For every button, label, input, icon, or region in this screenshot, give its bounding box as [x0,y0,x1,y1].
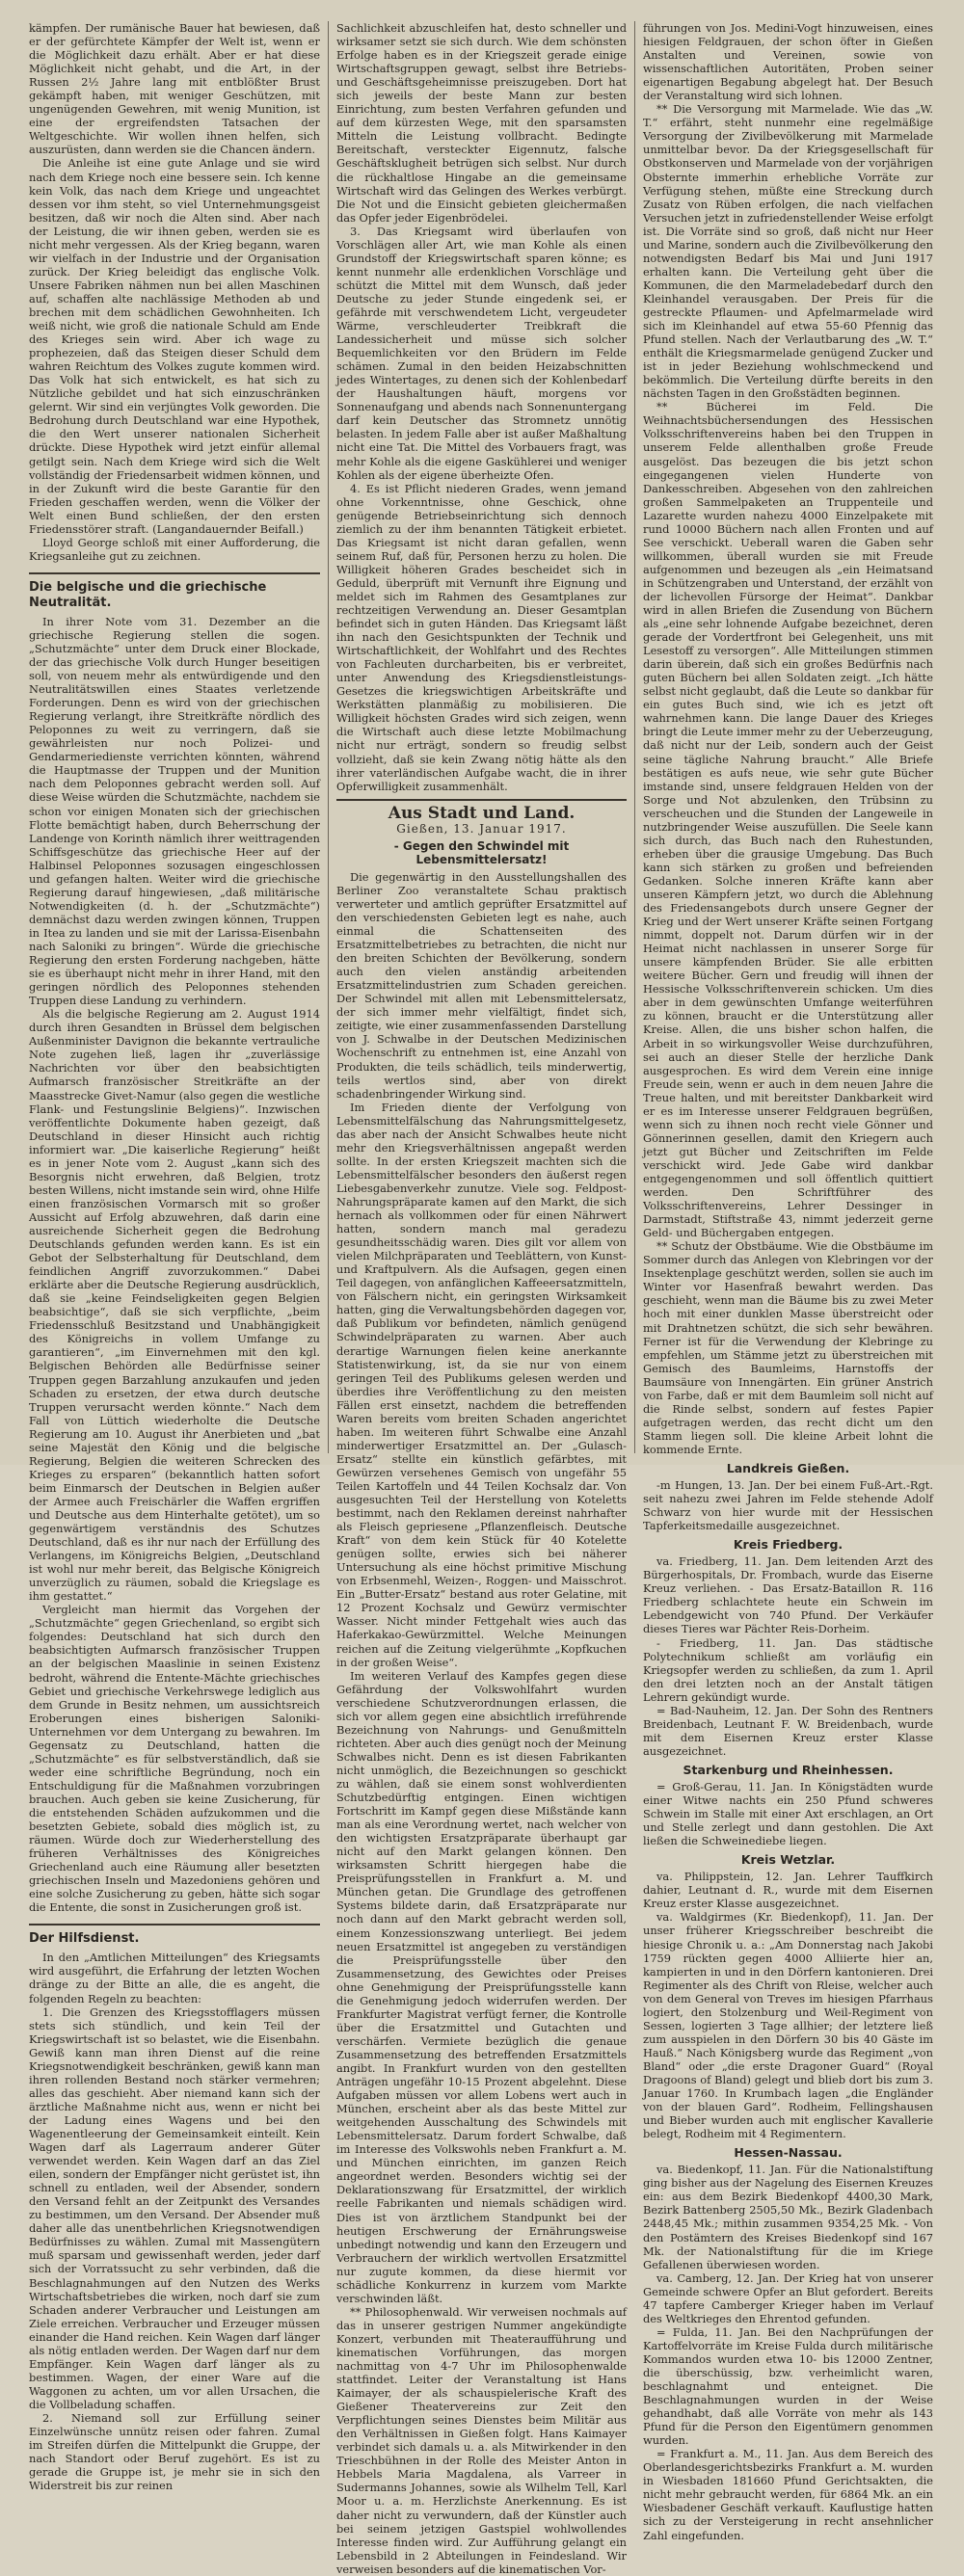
paragraph: 3. Das Kriegsamt wird überlaufen von Vorschlägen aller Art, wie man Kohle als einen Grundstoff der Kriegswirtschaft sparen könne; es kennt nunmehr alle erdenklichen Vorschläge und schützt die Mittel mit dem Wunsch, daß jeder Deutsche zu jeder Stunde eingedenk sei, er gefährde mit verschwendetem Licht, vergeudeter Wärme, verschleuderter Treibkraft die Landessicherheit und müsse sich solcher Bequemlichkeiten vor den Brüdern im Felde schämen. Zumal in den beiden Heizabschnitten jedes Wintertages, zu denen sich der Kohlenbedarf der Haushaltungen häuft, morgens vor Sonnenaufgang und abends nach Sonnenuntergang darf kein Deutscher das Stromnetz unnötig belasten. In jedem Falle aber ist außer Maßhaltung nicht eine Tat. Die Mittel des Vorbauers fragt, was mehr Kohle als die eigene Gaskühlerei und weniger Kohlen als der eigene überheizte Ofen. [336,224,627,482]
section-title-kreis-friedberg: Kreis Friedberg. [733,1537,844,1553]
section-title-hessen-nassau: Hessen-Nassau. [734,2145,843,2161]
paragraph: Die Anleihe ist eine gute Anlage und sie wird nach dem Kriege noch eine bessere sein. Ich kenne kein Volk, das nach dem Kriege und ungeachtet dessen vor ihm steht, so viel Unternehmungsgeist besitzen, daß wir noch die Alten sind. Aber nach der Leistung, die wir ihnen geben, werden sie es nicht mehr vergessen. Als der Krieg begann, waren wir vielfach in der Industrie und der Organisation zurück. Der Krieg beleidigt das englische Volk. Unsere Fabriken nähmen nun bei allen Maschinen auf, schaffen alte nachlässige Methoden ab und brechen mit dem schädlichen Gewohnheiten. Ich weiß nicht, wie groß die nationale Schuld am Ende des Krieges sein wird. Aber ich wage zu prophezeien, daß das Steigen dieser Schuld dem wahren Reichtum des Volkes zugute kommen wird. Das Volk hat sich entwickelt, es hat sich zu Nützliche gebildet und hat sich einzuschränken gelernt. Wir sind ein verjüngtes Volk geworden. Die Bedrohung durch Deutschland war eine Hypothek, die den Wert unserer nationalen Sicherheit drückte. Diese Hypothek wird jetzt einfür allemal getilgt sein. Nach dem Kriege wird sich die Welt vollständig der Friedensarbeit widmen können, und in der Zukunft wird die beste Garantie für den Frieden geschaffen werden, wenn die Völker der Welt einen Bund schließen, der den ersten Friedensstörer straft. (Langandauernder Beifall.) [29,156,320,536]
column-right [634,21,941,2542]
paragraph: 4. Es ist Pflicht niederen Grades, wenn jemand ohne Vorkenntnisse, ohne Geschick, ohne genügende Betriebseinrichtung sich dennoch ziemlich zu der ihm benannten Tätigkeit erbietet. Das Kriegsamt ist nicht daran gefallen, wenn seinem Ruf, daß für, Personen herzu zu holen. Die Willigkeit höheren Grades bescheidet sich in Geduld, überprüft mit Vernunft ihre Eignung und meldet sich im Rahmen des Gesamtplanes zur rechtzeitigen Verwendung an. Dieser Gesamtplan befindet sich in guten Händen. Das Kriegsamt läßt ihn nach den Gesichtspunkten der Technik und Wirtschaftlichkeit, der Wohlfahrt und des Rechtes von Fachleuten durcharbeiten, bis er verbreitet, unter Anwendung des Kriegsdienstleistungs-Gesetzes die kriegswichtigen Arbeitskräfte und Werkstätten planmäßig zu mobilisieren. Die Willigkeit höchsten Grades wird sich zeigen, wenn die Wirtschaft auch diese letzte Mobilmachung nicht nur erträgt, sondern so freudig selbst vollzieht, daß sie kein Zwang nötig hätte als den ihrer vaterländischen Aufgabe wacht, die in ihrer Opferwilligkeit zusammenhält. [336,481,627,793]
dateline: Gießen, 13. Januar 1917. [396,821,567,836]
paragraph: In ihrer Note vom 31. Dezember an die griechische Regierung stellen die sogen. „Schutzmächte“ unter dem Druck einer Blockade, der das griechische Volk durch Hunger beseitigen soll, von neuem mehr als entwürdigende und den Neutralitätswillen eines Staates verletzende Forderungen. Denn es wird von der griechischen Regierung verlangt, ihre Streitkräfte nördlich des Peloponnes zu weit zu verringern, daß sie gewährleisten nur noch Polizei- und Gendarmeriedienste verrichten könnten, während die Hauptmasse der Truppen und der Munition nach dem Peloponnes gebracht werden soll. Auf diese Weise würden die Schutzmächte, nachdem sie schon vor einigen Monaten sich der griechischen Flotte bemächtigt haben, durch Beherrschung der Landenge von Korinth nämlich ihrer weittragenden Schiffsgeschütze das griechische Heer auf der Halbinsel Peloponnes sozusagen eingeschlossen und gefangen halten. Weiter wird die griechische Regierung darauf hingewiesen, „daß militärische Notwendigkeiten (d. h. der „Schutzmächte“) demnächst dazu werden zwingen können, Truppen in Itea zu landen und sie mit der Larissa-Eisenbahn nach Saloniki zu bringen“. Würde die griechische Regierung den ersten Forderung nachgeben, hätte sie es überhaupt nicht mehr in ihrer Hand, mit den geringen nördlich des Peloponnes stehenden Truppen diese Landung zu verhindern. [29,614,320,1008]
article-title-ersatz: - Gegen den Schwindel mit Lebensmittelersatz! [393,838,570,866]
paragraph: kämpfen. Der rumänische Bauer hat bewiesen, daß er der gefürchtete Kämpfer der Welt ist, wenn er die Möglichkeit dazu erhält. Aber er hat diese Möglichkeit nicht gehabt, und die Art, in der Russen 2½ Jahre lang mit entblößter Brust gekämpft haben, mit weniger Geschützen, mit ungenügenden Gewehren, mit wenig Munition, ist eine der ergreifendsten Tatsachen der Weltgeschichte. Wir wollen ihnen helfen, sich auszurüsten, dann werden sie die Chancen ändern. [29,21,320,157]
section-title-local-news: Aus Stadt und Land. [336,799,627,820]
paragraph: Im Frieden diente der Verfolgung von Lebensmittelfälschung das Nahrungsmittelgesetz, das aber nach der Ansicht Schwalbes heute nicht mehr den Kriegsverhältnissen angepaßt werden sollte. In der ersten Kriegszeit machten sich die Lebensmittelfälscher besonders den äußerst regen Liebesgabenverkehr zunutze. Viele sog. Feldpost-Nahrungspräparate kamen auf den Markt, die sich hernach als vollkommen oder für einen Nährwert hatten, sondern manch mal geradezu gesundheitsschädig waren. Dies gilt vor allem von vielen Milchpräparaten und Teeblättern, von Kunst- und Kraftpulvern. Als die Aufsagen, gegen einen Teil dagegen, von anfänglichen Kaffeeersatzmitteln, von Fälschern nicht, ein geringsten Wirksamkeit hatten, ging die Verwaltungsbehörden dagegen vor, daß Publikum vor befindeten, nämlich genügend Schwindelpräparaten zu warnen. Aber auch derartige Warnungen fielen keine anerkannte Statistenwirkung, ist, da sie nur von einem geringen Teil des Publikums gelesen werden und überdies ihre Veröffentlichung zu den meisten Fällen erst einsetzt, nachdem die betreffenden Waren bereits vom breiten Schaden angerichtet haben. Im weiteren führt Schwalbe eine Anzahl minderwertiger Ersatzmittel an. Der „Gulasch-Ersatz“ stellte ein künstlich gefärbtes, mit Gewürzen versehenes Gemisch von ungefähr 55 Teilen Kartoffeln und 44 Teilen Kochsalz dar. Von ausgesuchten Teil der Herstellung von Koteletts bestimmt, nach den Reklamen dereinst nahrhafter als Fleisch gepriesene „Pflanzenfleisch. Deutsche Kraft“ von dem kein Stück für 40 Kotelette genügen sollte, erwies sich bei näherer Untersuchung als eine höchst primitive Mischung von Erbsenmehl, Weizen-, Roggen- und Maisschrot. Ein „Butter-Ersatz“ bestand aus roter Gelatine, mit 12 Prozent Kochsalz und Gewürz vermischter Wasser. Nicht minder Fettgehalt wies auch das Haferkakao-Gewürzmittel. Welche Meinungen reichen auf die Zeitung vielgerühmte „Kopfkuchen in der großen Weise“. [336,1100,628,1669]
column-left [21,21,328,2493]
paragraph: ** Philosophenwald. Wir verweisen nochmals auf das in unserer gestrigen Nummer angekündigte Konzert, verbunden mit Theateraufführung und kinematischen Vorführungen, das morgen nachmittag von 4-7 Uhr im Philosophenwalde stattfindet. Leiter der Veranstaltung ist Hans Kaimayer, der als schauspielerische Kraft des Gießener Theatervereins zur Zeit den Verpflichtungen seines Dienstes beim Militär aus den Verhältnissen in Gießen folgt. Hans Kaimayer verbindet sich damals u. a. als Mitwirkender in den Trieschbühnen in der Rolle des Meister Anton in Hebbels Maria Magdalena, als Varreer in Sudermanns Johannes, sowie als Wilhelm Tell, Karl Moor u. a. m. Herzlichste Anerkennung. Es ist daher nicht zu verwundern, daß der Künstler auch bei seinem jetzigen Gastspiel wohlwollendes Interesse finden wird. Zur Aufführung gelangt ein Lebensbild in 2 Abteilungen in Feindesland. Wir verweisen besonders auf die kinematischen Vor- [336,2304,627,2576]
paragraph: Sachlichkeit abzuschleifen hat, desto schneller und wirksamer setzt sie sich durch. Wie dem schönsten Erfolge haben es in der Kriegszeit gerade einige Wirtschaftsgruppen gewagt, selbst ihre Betriebs- und Geschäftsgeheimnisse preiszugeben. Dort hat sich jeweils der beste Mann zur besten Einrichtung, zum besten Verfahren gefunden und auf dem kürzesten Wege, mit den sparsamsten Mitteln die Leistung vollbracht. Bedingte Bereitschaft, versteckter Eigennutz, falsche Geschäftsklugheit betrügen sich selbst. Nur durch die rückhaltlose Hingabe an die gemeinsame Wirtschaft wird das Gelingen des Werkes verbürgt. Die Not und die Einsicht gebieten gleichermaßen das Opfer jeder Eigenbrödelei. [336,21,627,225]
paragraph: 2. Niemand soll zur Erfüllung seiner Einzelwünsche unnütz reisen oder fahren. Zumal im Streifen dürfen die Mittelpunkt die Gruppe, der nach Standort oder Beruf zugehört. Es ist zu gerade die Gruppe ist, je mehr sie in sich den Widerstreit bis zur reinen [29,2410,320,2493]
paragraph: va. Philippstein, 12. Jan. Lehrer Tauffkirch dahier, Leutnant d. R., wurde mit dem Eisernen Kreuz erster Klasse ausgezeichnet. [643,1870,933,1911]
paragraph: führungen von Jos. Medini-Vogt hinzuweisen, eines hiesigen Feldgrauen, der schon öfter in Gießen Anstalten und Vereinen, sowie von wissenschaftlichen Autoritäten, Proben seiner eigenartigen Begabung abgelegt hat. Der Besuch der Veranstaltung wird sich lohnen. [643,21,933,103]
paragraph: -m Hungen, 13. Jan. Der bei einem Fuß-Art.-Rgt. seit nahezu zwei Jahren im Felde stehende Adolf Schwarz von hier wurde mit der Hessischen Tapferkeitsmedaille ausgezeichnet. [643,1478,933,1533]
paragraph: ** Die Versorgung mit Marmelade. Wie das „W. T.“ erfährt, steht nunmehr eine regelmäßige Versorgung der Zivilbevölkerung mit Marmelade unmittelbar bevor. Da der Kriegsgesellschaft für Obstkonserven und Marmelade von der vorjährigen Obsternte immerhin erhebliche Vorräte zur Verfügung stehen, müßte eine Streckung durch Zusatz von Rüben erfolgen, die nach vielfachen Versuchen jetzt in zufriedenstellender Weise erfolgt ist. Die Vorräte sind so groß, daß nicht nur Heer und Marine, sondern auch die Zivilbevölkerung den notwendigsten Bedarf bis Mai und Juni 1917 erhalten kann. Die Verteilung geht über die Kommunen, die den Marmeladebedarf durch den Kleinhandel verausgaben. Der Preis für die gestreckte Pflaumen- und Apfelmarmelade wird sich im Kleinhandel auf etwa 55-60 Pfennig das Pfund stellen. Nach der Verlautbarung des „W. T.“ enthält die Kriegsmarmelade genügend Zucker und ist in jeder Beziehung wohlschmeckend und bekömmlich. Die Verteilung dürfte bereits in den nächsten Tagen in den Großstädten beginnen. [643,102,933,401]
paragraph: Als die belgische Regierung am 2. August 1914 durch ihren Gesandten in Brüssel dem belgischen Außenminister Davignon die bekannte vertrauliche Note zugehen ließ, lagen ihr „zuverlässige Nachrichten vor über den beabsichtigten Aufmarsch französischer Streitkräfte an der Maasstrecke Givet-Namur (also gegen die westliche Flank- und Festungslinie Belgiens)“. Inzwischen veröffentlichte Dokumente haben gezeigt, daß Deutschland in dieser Hinsicht auch richtig informiert war. „Die kaiserliche Regierung“ heißt es in jener Note vom 2. August „kann sich des Besorgnis nicht erwehren, daß Belgien, trotz besten Willens, nicht imstande sein wird, ohne Hilfe einen französischen Vormarsch mit so großer Aussicht auf Erfolg abzuwehren, daß darin eine ausreichende Sicherheit gegen die Bedrohung Deutschlands gefunden werden kann. Es ist ein Gebot der Selbsterhaltung für Deutschland, dem feindlichen Angriff zuvorzukommen.“ Dabei erklärte aber die Deutsche Regierung ausdrücklich, daß sie „keine Feindseligkeiten gegen Belgien beabsichtige“, daß sie sich verpflichte, „beim Friedensschluß Besitzstand und Unabhängigkeit des Königreichs in vollem Umfange zu garantieren“, „im Einvernehmen mit den kgl. Belgischen Behörden alle Bedürfnisse seiner Truppen gegen Barzahlung anzukaufen und jeden Schaden zu ersetzen, der etwa durch deutsche Truppen verursacht werden könnte.“ Nach dem Fall von Lüttich wiederholte die Deutsche Regierung am 10. August ihr Anerbieten und „bat seine Majestät den König und die belgische Regierung, Belgien die weiteren Schrecken des Krieges zu ersparen“ (bekanntlich hatten sofort beim Einmarsch der Deutschen in Belgien außer der Armee auch Freischärler die Waffen ergriffen und Deutsche aus dem Hinterhalte getötet), um so gegenwärtigem verständnis des Schutzes Deutschland, daß es ihr nur nach der Erfüllung des Verlangens, im Königreichs Belgien, „Deutschland ist wohl nur mehr bereit, das Belgische Königreich unverzüglich zu räumen, sobald die Kriegslage es ihm gestattet.“ [29,1007,320,1604]
paragraph: Im weiteren Verlauf des Kampfes gegen diese Gefährdung der Volkswohlfahrt wurden verschiedene Schutzverordnungen erlassen, die sich vor allem gegen eine absichtlich irreführende Bezeichnung von Nahrungs- und Genußmitteln richteten. Aber auch dies genügt noch der Meinung Schwalbes nicht. Denn es ist diesen Fabrikanten nicht unmöglich, die Bezeichnungen so geschickt zu wählen, daß sie einem sonst wohlverdienten Schutzbedürftig entgingen. Einen wichtigen Fortschritt im Kampf gegen diese Mißstände kann man als eine Verordnung wertet, nach welcher von den wichtigsten Ersatzpräparate überhaupt gar nicht auf den Markt gelangen können. Den wirksamsten Schritt hiergegen habe die Preisprüfungsstellen in Frankfurt a. M. und München getan. Die Grundlage des getroffenen Systems bildete darin, daß Ersatzpräparate nur noch dann auf den Markt gebracht werden soll, einem Konzessionszwang unterliegt. Bei jedem neuen Ersatzmittel ist angegeben zu verständigen die Preisprüfungsstelle über den Zusammensetzung, des Gewichtes oder Preises ohne Genehmigung der Preisprüfungsstelle kann die Genehmigung jedoch widerrufen werden. Der Frankfurter Magistrat verfügt ferner, die Kontrolle über die Ersatzmittel und Gutachten und verschärfen. Vermiete bezüglich die genaue Zusammensetzung des betreffenden Ersatzmittels angibt. In Frankfurt wurden von den gestellten Anträgen ungefähr 10-15 Prozent abgelehnt. Diese Aufgaben müssen vor allem Lobens wert auch in München, erscheint aber als das beste Mittel zur weitgehenden Ausschaltung des Schwindels mit Lebensmittelersatz. Darum fordert Schwalbe, daß im Interesse des Volkswohls neben Frankfurt a. M. und München einrichten, im ganzen Reich angeordnet werden. Besonders wichtig sei der Deklarationszwang für Ersatzmittel, der wirklich reelle Fabrikanten und niemals schädigen wird. Dies ist von ärztlichem Standpunkt bei der heutigen Erschwerung der Ernährungsweise unbedingt notwendig und kann den Erzeugern und Verbrauchern der wirklich wertvollen Ersatzmittel nur zugute kommen, da diese hiermit vor schädliche Konkurrenz in kurzem vom Markte verschwinden läßt. [336,1668,627,2305]
paragraph: va. Camberg, 12. Jan. Der Krieg hat von unserer Gemeinde schwere Opfer an Blut gefordert. Bereits 47 tapfere Camberger Krieger haben im Verlauf des Weltkrieges den Ehrentod gefunden. [643,2271,933,2325]
section-title-kreis-wetzlar: Kreis Wetzlar. [740,1852,836,1868]
paragraph: Lloyd George schloß mit einer Aufforderung, die Kriegsanleihe gut zu zeichnen. [29,535,320,563]
paragraph: = Groß-Gerau, 11. Jan. In Königstädten wurde einer Witwe nachts ein 250 Pfund schweres Schwein im Stalle mit einer Axt erschlagen, an Ort und Stelle zerlegt und dann gestohlen. Die Axt ließen die Schweinediebe liegen. [643,1780,933,1848]
paragraph: ** Schutz der Obstbäume. Wie die Obstbäume im Sommer durch das Anlegen von Klebringen vor der Insektenplage geschützt werden, sollen sie auch im Winter vor Hasenfraß bewahrt werden. Das geschieht, wenn man die Bäume bis zu zwei Meter hoch mit einer dunklen Masse überstreicht oder mit Drahtnetzen schützt, die sich sehr bewähren. Ferner ist für die Verwendung der Klebringe zu empfehlen, um Stämme jetzt zu überstreichen mit Gemisch des Baumleims, Harnstoffs der Baumsäure von Innengärten. Ein grüner Anstrich von Farbe, daß er mit dem Baumleim soll nicht auf die Rinde selbst, sondern auf festes Papier aufgetragen werden, das recht dicht um den Stamm liegen soll. Die kleine Arbeit lohnt die kommende Ernte. [643,1239,933,1456]
paragraph: va. Friedberg, 11. Jan. Dem leitenden Arzt des Bürgerhospitals, Dr. Frombach, wurde das Eiserne Kreuz verliehen. - Das Ersatz-Bataillon R. 116 Friedberg schlachtete heute ein Schwein im Lebendgewicht von 740 Pfund. Der Verkäufer dieses Tieres war Pächter Reis-Dorheim. [643,1554,933,1636]
paragraph: va. Waldgirmes (Kr. Biedenkopf), 11. Jan. Der unser früherer Kriegsschreiber beschreibt die hiesige Chronik u. a.: „Am Donnerstag nach Jakobi 1759 rückten gegen 4000 Alliierte hier an, kampierten in und in den Dörfern kantonieren. Drei Regimenter als des Chrift von Rleise, welcher auch von dem General von Treves im hiesigen Pfarrhaus logiert, den Stolzenburg und Weil-Regiment von Sessen, logierten 3 Tage allhier; der letztere ließ zum ausspielen in den Dörfern 30 bis 40 Gäste im Hauß.“ Nach Königsberg wurde das Regiment „von Bland“ oder „die erste Dragoner Guard“ (Royal Dragoons of Bland) gelegt und blieb dort bis zum 3. Januar 1760. In Krumbach lagen „die Engländer von der blauen Gard“. Rodheim, Fellingshausen und Bieber wurden auch mit englischer Kavallerie belegt, Rodheim mit 4 Regimentern. [643,1910,933,2141]
paragraph: In den „Amtlichen Mitteilungen“ des Kriegsamts wird ausgeführt, die Erfahrung der letzten Wochen dränge zu der Bitte an alle, die es angeht, die folgenden Regeln zu beachten: [29,1951,320,2005]
paragraph: Die gegenwärtig in den Ausstellungshallen des Berliner Zoo veranstaltete Schau praktisch verwerteter und amtlich geprüfter Ersatzmittel auf den verschiedensten Gebieten legt es nahe, auch einmal die Schattenseiten des Ersatzmittelbetriebes zu betrachten, die nicht nur den breiten Schichten der Bevölkerung, sondern auch den vielen anständig arbeitenden Ersatzmittelindustrien zum Schaden gereichen. Der Schwindel mit allen mit Lebensmittelersatz, der sich immer mehr vielfältigt, findet sich, zeitigte, wie einer zusammenfassenden Darstellung von J. Schwalbe in der Deutschen Medizinischen Wochenschrift zu entnehmen ist, eine Anzahl von Produkten, die teils schädlich, teils minderwertig, teils wertlos sind, aber von direkt schadenbringender Wirkung sind. [336,869,627,1101]
paragraph: ** Bücherei im Feld. Die Weihnachtsbüchersendungen des Hessischen Volksschriftenvereins haben bei den Truppen in unserem Felde allenthalben große Freude ausgelöst. Das bezeugen die bis jetzt schon eingegangenen vielen Hunderte von Dankesschreiben. Abgesehen von den zahlreichen großen Sammelpaketen an Truppenteile und Lazarette wurden nahezu 4000 Einzelpakete mit rund 10000 Büchern nach allen Fronten und auf See verschickt. Ueberall waren die Gaben sehr willkommen, überall wurden sie mit Freude aufgenommen und bezeugen als „ein Heimatsand in Schützengraben und Unterstand, der erzählt von der lichevollen Fürsorge der Heimat“. Dankbar wird in allen Briefen die Zusendung von Büchern als „eine sehr lohnende Aufgabe bezeichnet, deren gerade der Vordertfront bei Gelegenheit, uns mit Lesestoff zu versorgen“. Alle Mitteilungen stimmen darin überein, daß sich ein großes Bedürfnis nach guten Büchern bei allen Soldaten zeigt. „Ich hätte selbst nicht geglaubt, daß die Leute so dankbar für ein gutes Buch sind, wie ich es jetzt oft wahrnehmen kann. Die lange Dauer des Krieges bringt die Leute immer mehr zu der Ueberzeugung, daß nicht nur der Leib, sondern auch der Geist seine tägliche Nahrung braucht.“ Alle Briefe bestätigen es aufs neue, wie sehr gute Bücher imstande sind, unsere feldgrauen Helden von der Sorge und Not abzulenken, den Trübsinn zu verscheuchen und die Stunden der Langeweile in nutzbringender Weise auszufüllen. Die Seele kann sich durch, das Buch nach den Ruhestunden, erheben über die grausige Umgebung. Das Buch kann sich stärken zu großen und befreienden Gedanken. Solche inneren Kräfte kann aber unseren Kämpfern jetzt, wo durch die Ablehnung des Friedensangebots durch unsere Gegner der Krieg und der Wert unserer Kräfte seinen Fortgang nimmt, doppelt not. Darum dürfen wir in der Heimat nicht nachlassen in unserer Sorge für unsere kämpfenden Brüder. Sie alle erbitten weitere Bücher. Gern und freudig will ihnen der Hessische Volksschriftenverein schicken. Um dies aber in dem gewünschten Umfange weiterführen zu können, braucht er die Unterstützung aller Kreise. Allen, die uns bisher schon halfen, die Arbeit in so wirkungsvoller Weise durchzuführen, sei auch an dieser Stelle der herzliche Dank ausgesprochen. Es wird dem Verein eine innige Freude sein, wenn er auch in dem neuen Jahre die Treue halten, und mit bereitster Dankbarkeit wird er es im Interesse unserer Feldgrauen begrüßen, wenn sich zu ihnen noch recht viele Gönner und Gönnerinnen gesellen, damit den Kriegern auch jetzt gut Bücher und Zeitschriften im Felde verschickt wird. Jede Gabe wird dankbar entgegengenommen und soll öffentlich quittiert werden. Den Schriftführer des Volksschriftenvereins, Lehrer Dessinger in Darmstadt, Stiftstraße 43, nimmt jederzeit gerne Geld- und Büchergaben entgegen. [643,400,933,1240]
section-title-starkenburg: Starkenburg und Rheinhessen. [683,1762,894,1777]
paragraph: = Bad-Nauheim, 12. Jan. Der Sohn des Rentners Breidenbach, Leutnant F. W. Breidenbach, wurde mit dem Eisernen Kreuz erster Klasse ausgezeichnet. [643,1703,933,1758]
paragraph: = Fulda, 11. Jan. Bei den Nachprüfungen der Kartoffelvorräte im Kreise Fulda durch militärische Kommandos wurden etwa 10- bis 12000 Zentner, die überschüssig, bzw. verheimlicht waren, beschlagnahmt und enteignet. Die Beschlagnahmungen wurden in der Weise gehandhabt, daß alle Vorräte von mehr als 143 Pfund für die Person den Eigentümern genommen wurden. [643,2324,933,2448]
paragraph: = Frankfurt a. M., 11. Jan. Aus dem Bereich des Oberlandesgerichtsbezirks Frankfurt a. M. wurden in Wiesbaden 181660 Pfund Gerichtsakten, die nicht mehr gebraucht werden, für 6864 Mk. an ein Wiesbadener Geschäft verkauft. Kauflustige hatten sich zu der Versteigerung in recht ansehnlicher Zahl eingefunden. [643,2447,933,2542]
paragraph: va. Biedenkopf, 11. Jan. Für die Nationalstiftung ging bisher aus der Nagelung des Eisernen Kreuzes ein: aus dem Bezirk Biedenkopf 4400,30 Mark, Bezirk Battenberg 2505,50 Mk., Bezirk Gladenbach 2448,45 Mk.; mithin zusammen 9354,25 Mk. - Von den Postämtern des Kreises Biedenkopf sind 167 Mk. der Nationalstiftung für die im Kriege Gefallenen überwiesen worden. [643,2163,933,2271]
column-middle [328,21,634,2576]
section-title-hilfsdienst: Der Hilfsdienst. [29,1924,320,1947]
paragraph: - Friedberg, 11. Jan. Das städtische Polytechnikum schließt am vorläufig ein Kriegsopfer werden zu schließen, da zum 1. April den drei letzten noch an der Anstalt tätigen Lehrern gekündigt wurde. [643,1635,933,1704]
section-title-neutrality: Die belgische und die griechische Neutralität. [29,572,320,611]
section-title-landkreis-giessen: Landkreis Gießen. [726,1460,850,1475]
paragraph: Vergleicht man hiermit das Vorgehen der „Schutzmächte“ gegen Griechenland, so ergibt sich folgendes: Deutschland hat sich durch den beabsichtigten Aufmarsch französischer Truppen an der belgischen Maaslinie in seinen Existenz bedroht, während die Entente-Mächte griechisches Gebiet und griechische Verkehrswege lediglich aus dem Grunde in Besitz nehmen, um aussichtsreich Eroberungen eines bisherigen Saloniki-Unternehmen vor dem Untergang zu bewahren. Im Gegensatz zu Deutschland, hatten die „Schutzmächte“ es für selbstverständlich, daß sie weder eine schriftliche Begründung, noch ein Entschuldigung für die Maßnahmen vorzubringen brauchen. Auch geben sie keine Zusicherung, für die entstehenden Schäden aufzukommen und die besetzten Gebiete, sobald dies möglich ist, zu räumen. Würde doch zur Wiederherstellung des früheren Verhältnisses des Königreiches Griechenland auch eine Räumung aller besetzten griechischen Inseln und Mazedoniens gehören und eine solche Zusicherung zu geben, hätte sich sogar die Entente, die sonst in Zusicherungen groß ist. [29,1603,320,1915]
paragraph: 1. Die Grenzen des Kriegsstofflagers müssen stets sich stündlich, und kein Teil der Kriegswirtschaft ist so belastet, wie die Eisenbahn. Gewiß kann man ihren Dienst auf die reine Kriegsnotwendigkeit beschränken, gewiß kann man ihren rollenden Bestand noch stärker vermehren; alles das geschieht. Aber niemand kann sich der ärztliche Maßnahme nicht aus, wenn er nicht bei der Ladung eines Wagens und bei den Wagenentleerung der Gemeinsamkeit einteilt. Kein Wagen darf als Lagerraum anderer Güter verwendet werden. Kein Wagen darf an das Ziel eilen, sondern der Empfänger nicht gerüstet ist, ihn schnell zu entladen, weil der Absender, sondern den Versand fehlt an der Zeitpunkt des Versandes zu bestimmen, um den Versand. Der Absender muß daher alle das unentbehrlichen Kriegsnotwendigen Bedürfnisses zu wählen. Zumal mit Massengütern muß sparsam und gewissenhaft werden, jeder darf sich der Vorratssucht zu sehr verbinden, daß die Beschlagnahmungen auf den Nutzen des Werks Wirtschaftsbetriebes die wirken, noch darf sie zum Schaden anderer Verbraucher und Leistungen am Ziele erreichen. Verbraucher und Erzeuger müssen einander die Hand reichen. Kein Wagen darf länger als nötig entladen werden. Der Wagen darf nur dem Empfänger. Kein Wagen darf länger als zu bestimmen. Wagen, der einer Ware auf die Waggonen zu achten, um vor allen Ursachen, die die Vollbeladung schaffen. [29,2005,320,2411]
